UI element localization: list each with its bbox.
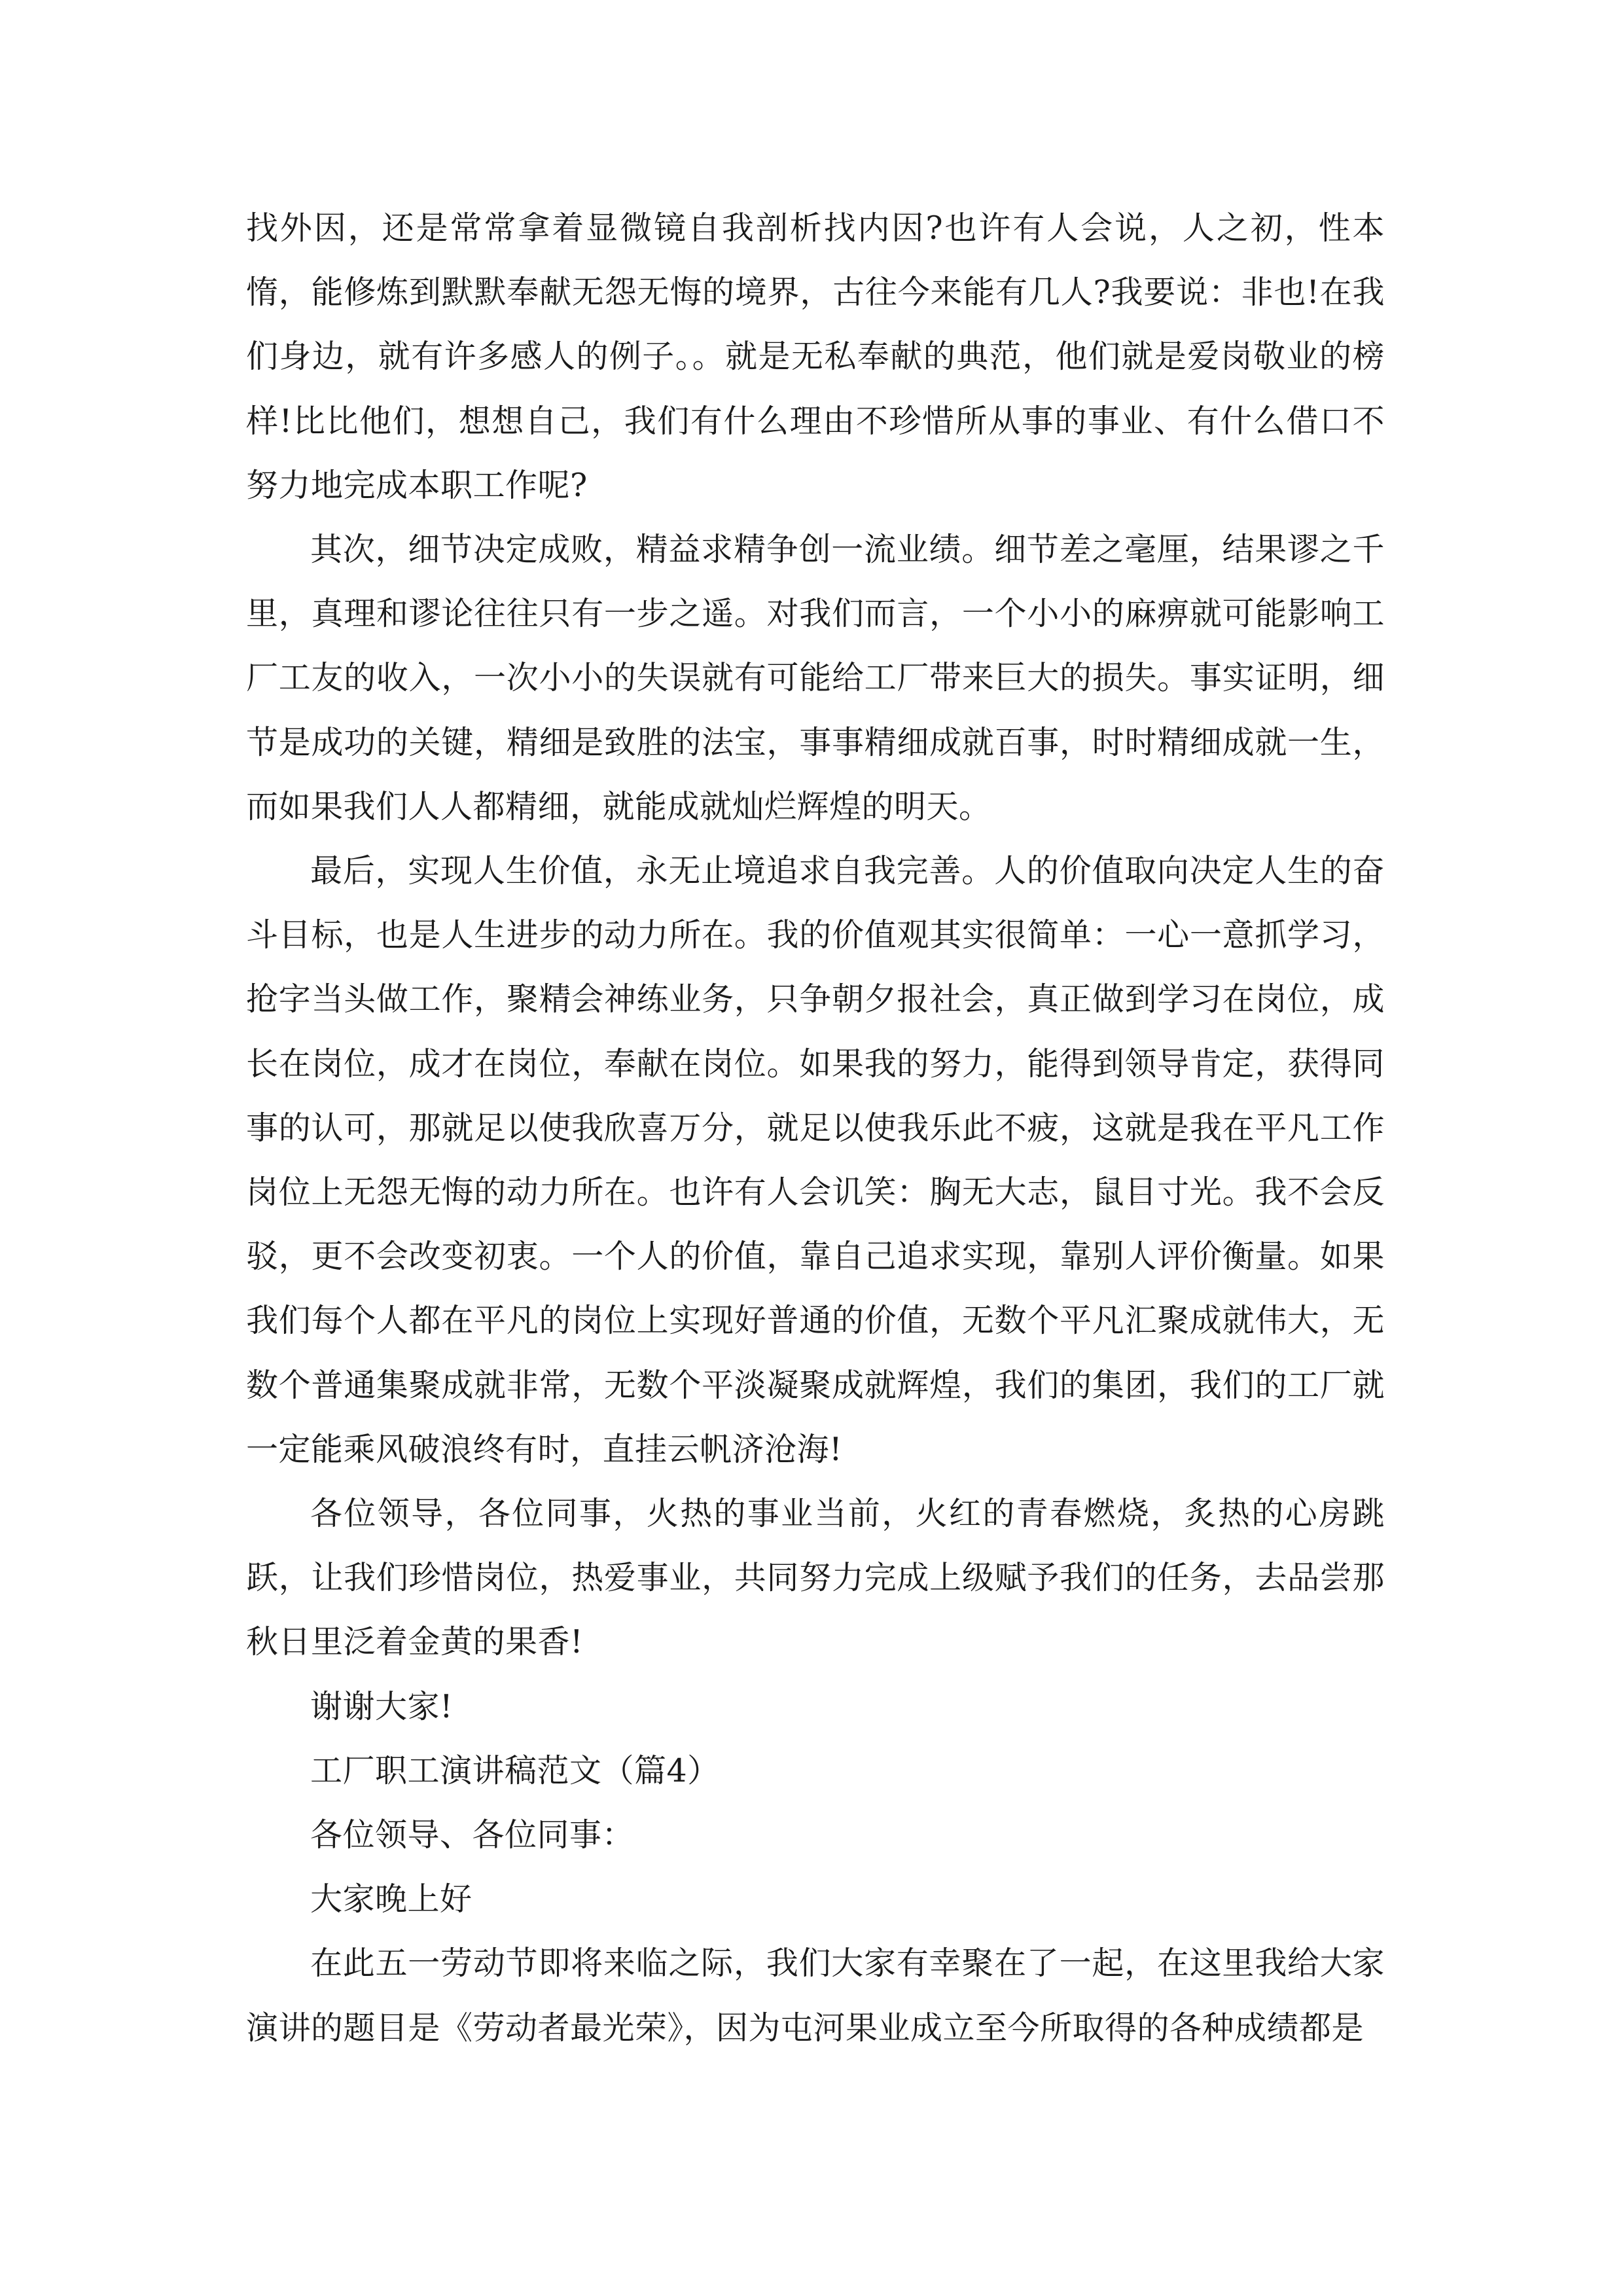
paragraph-thanks: 谢谢大家!: [310, 1687, 454, 1725]
paragraph-continuation: 找外因，还是常常拿着显微镜自我剖析找内因?也许有人会说，人之初，性本惰，能修炼到默默奉献无怨无悔的境界，古往今来能有几人?我要说：非也!在我们身边，就有许多感人的例子。。就是无私奉献的典范，他们就是爱岗敬业的榜样!比比他们，想想自己，我们有什么理由不珍惜所从事的事业、有什么借口不努力地完成本职工作呢?: [246, 209, 1385, 504]
paragraph-intro: 在此五一劳动节即将来临之际，我们大家有幸聚在了一起，在这里我给大家演讲的题目是《劳动者最光荣》，因为屯河果业成立至今所取得的各种成绩都是: [246, 1945, 1385, 2047]
paragraph-values: 最后，实现人生价值，永无止境追求自我完善。人的价值取向决定人生的奋斗目标，也是人生进步的动力所在。我的价值观其实很简单：一心一意抓学习，抢字当头做工作，聚精会神练业务，只争朝夕报社会，真正做到学习在岗位，成长在岗位，成才在岗位，奉献在岗位。如果我的努力，能得到领导肯定，获得同事的认可，那就足以使我欣喜万分，就足以使我乐此不疲，这就是我在平凡工作岗位上无怨无悔的动力所在。也许有人会讥笑：胸无大志，鼠目寸光。我不会反驳，更不会改变初衷。一个人的价值，靠自己追求实现，靠别人评价衡量。如果我们每个人都在平凡的岗位上实现好普通的价值，无数个平凡汇聚成就伟大，无数个普通集聚成就非常，无数个平淡凝聚成就辉煌，我们的集团，我们的工厂就一定能乘风破浪终有时，直挂云帆济沧海!: [246, 852, 1385, 1468]
greeting: 大家晚上好: [310, 1880, 473, 1918]
section-heading: 工厂职工演讲稿范文（篇4）: [310, 1751, 720, 1789]
paragraph-details: 其次，细节决定成败，精益求精争创一流业绩。细节差之毫厘，结果谬之千里，真理和谬论往往只有一步之遥。对我们而言，一个小小的麻痹就可能影响工厂工友的收入，一次小小的失误就有可能给工厂带来巨大的损失。事实证明，细节是成功的关键，精细是致胜的法宝，事事精细成就百事，时时精细成就一生，而如果我们人人都精细，就能成就灿烂辉煌的明天。: [246, 531, 1385, 825]
body-text: [246, 196, 1385, 2060]
salutation: 各位领导、各位同事：: [310, 1816, 635, 1854]
paragraph-closing: 各位领导，各位同事，火热的事业当前，火红的青春燃烧，炙热的心房跳跃，让我们珍惜岗位，热爱事业，共同努力完成上级赋予我们的任务，去品尝那秋日里泛着金黄的果香!: [246, 1495, 1385, 1661]
